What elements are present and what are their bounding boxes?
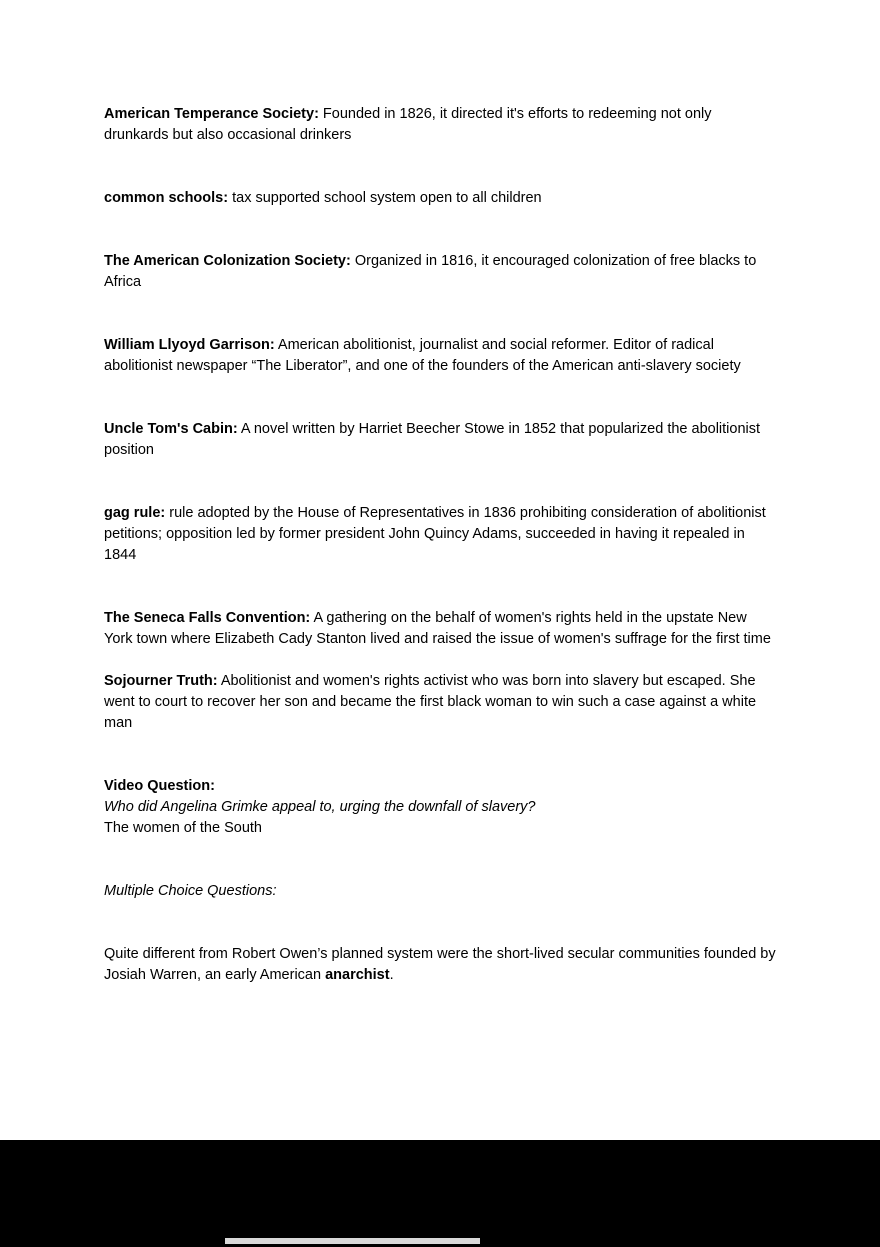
mcq-item-period: . xyxy=(389,967,394,983)
term-label: Sojourner Truth: xyxy=(104,673,218,689)
term-label: The American Colonization Society: xyxy=(104,253,351,269)
definition-entry xyxy=(104,608,777,650)
mcq-item xyxy=(104,944,777,986)
term-label: gag rule: xyxy=(104,505,166,521)
mcq-section-heading: Multiple Choice Questions: xyxy=(104,883,277,899)
term-label: The Seneca Falls Convention: xyxy=(104,610,311,626)
definition-text: American abolitionist, journalist and social reformer. Editor of radical abolitionist newspaper “The Liberator”, and one of the founders of the American anti-slavery society xyxy=(104,337,741,374)
definition-text: rule adopted by the House of Representatives in 1836 prohibiting consideration of abolitionist petitions; opposition led by former president John Quincy Adams, succeeded in having it repealed in 1844 xyxy=(104,505,766,563)
definition-text: Founded in 1826, it directed it's efforts to redeeming not only drunkards but also occasional drinkers xyxy=(104,106,712,143)
term-label: William Llyoyd Garrison: xyxy=(104,337,275,353)
video-question-block xyxy=(104,776,777,839)
next-page-edge xyxy=(225,1238,480,1244)
video-question-label: Video Question: xyxy=(104,778,215,794)
definition-entry xyxy=(104,188,777,209)
definition-text: A novel written by Harriet Beecher Stowe in 1852 that popularized the abolitionist position xyxy=(104,421,761,458)
definition-entry xyxy=(104,104,777,146)
mcq-item-bold-term: anarchist xyxy=(325,967,390,983)
definition-entry xyxy=(104,419,777,461)
term-label: American Temperance Society: xyxy=(104,106,319,122)
mcq-item-text: Quite different from Robert Owen’s planned system were the short-lived secular communities founded by Josiah Warren, an early American xyxy=(104,946,776,983)
definition-entry xyxy=(104,335,777,377)
definition-entry xyxy=(104,251,777,293)
video-question-answer: The women of the South xyxy=(104,820,262,836)
definition-entry xyxy=(104,671,777,734)
video-question-text: Who did Angelina Grimke appeal to, urging the downfall of slavery? xyxy=(104,799,536,815)
term-label: common schools: xyxy=(104,190,229,206)
definition-entry xyxy=(104,503,777,566)
definition-text: A gathering on the behalf of women's rights held in the upstate New York town where Elizabeth Cady Stanton lived and raised the issue of women's suffrage for the first time xyxy=(104,610,771,647)
definition-text: tax supported school system open to all children xyxy=(228,190,542,206)
definition-text: Abolitionist and women's rights activist who was born into slavery but escaped. She went to court to recover her son and became the first black woman to win such a case against a white man xyxy=(104,673,757,731)
page-gap xyxy=(0,1140,880,1247)
term-label: Uncle Tom's Cabin: xyxy=(104,421,238,437)
definition-text: Organized in 1816, it encouraged colonization of free blacks to Africa xyxy=(104,253,757,290)
